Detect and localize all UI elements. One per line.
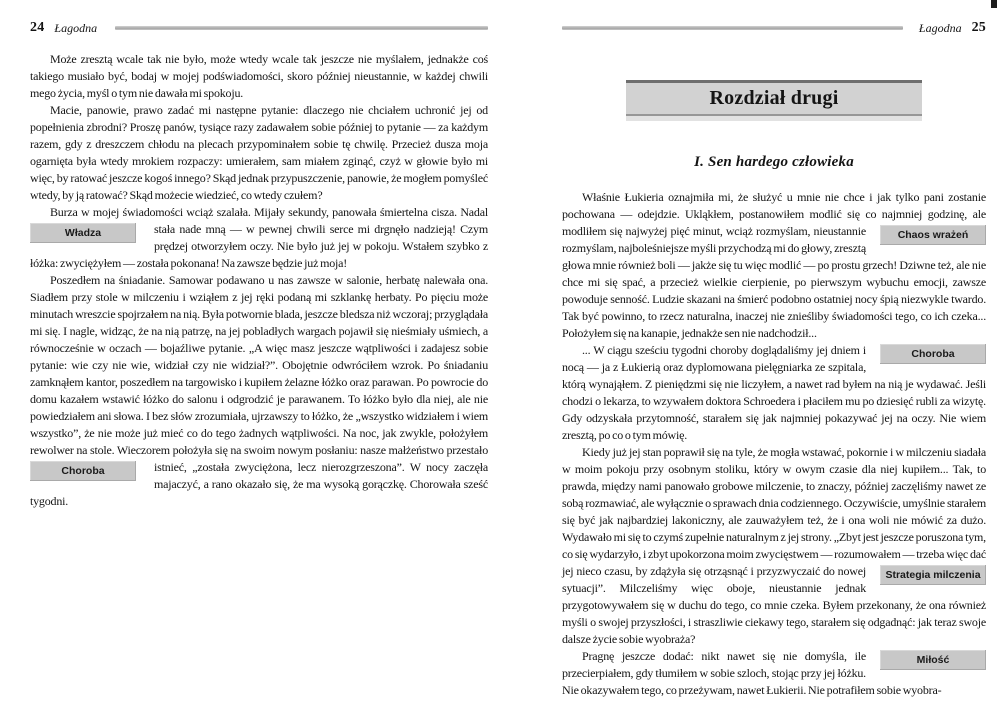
margin-label-milosc: Miłość: [880, 650, 986, 670]
page-number-24: 24: [30, 20, 45, 35]
margin-label-choroba-left: Choroba: [30, 461, 136, 481]
scan-artifact-topright: [991, 0, 997, 8]
paragraph: [562, 189, 986, 342]
page-24-header: [30, 20, 488, 36]
margin-label-chaos-wrazen: Chaos wrażeń: [880, 225, 986, 245]
paragraph-text: nieustannie rozmyślam, najboleśniejsze myśli przychodzą mi do głowy, zresztą głowa mnie również boli — jakże się tu więc modlić — po prostu grzech! Dziwne też, ale nie chce mi się spać, a przecież wielkie cierpienie, po pierwszym wybuchu emocji, zawsze powoduje senność. Ludzie skazani na śmierć podobno ostatniej nocy śpią niezwykle twardo. Tak być powinno, to rzecz naturalna, inaczej nie znieśliby świadomości tego, co ich czeka... Położyłem się na kanapie, jednakże sen nie nadchodził...: [562, 224, 986, 340]
page-number-25: 25: [971, 20, 986, 35]
paragraph: [562, 444, 986, 648]
paragraph: [562, 342, 986, 444]
paragraph-text: Właśnie Łukieria oznajmiła mi, że służyć u mnie nie chce i jak tylko pani zostanie pochowana — odejdzie. Ukląkłem, postanowiłem modlić się co najmniej godzinę, ale modliłem się najwyżej pięć minut, wciąż rozmyślam,: [562, 190, 986, 238]
paragraph: [30, 204, 488, 272]
paragraph-text: otrząsnąć i przyzwyczaić do nowej sytuacji”. Milczeliśmy więc oboje, nieustannie jednak przygotowywałem się w duchu do tego, co mnie czeka. Byłem przekonany, że ona również myśli o swojej przyszłości, i straszliwie ciekawy tego, starałem się odgadnąć: jak teraz swoje dalsze życie sobie wyobraża?: [562, 564, 986, 646]
paragraph-text: prędzej otworzyłem oczy. Nie było już jej w pokoju. Wstałem szybko z łóżka: zwyciężyłem — została pokonana! Na zawsze będzie już moja!: [30, 239, 488, 270]
paragraph: [30, 51, 488, 102]
paragraph: [562, 648, 986, 699]
paragraph-text: Kiedy już jej stan poprawił się na tyle, że mogła wstawać, pokornie i w milczeniu siadała w moim pokoju przy osobnym stoliku, który w owym czasie dla niej kupiłem... Tak, to prawda, między nami panowało grobowe milczenie, to znaczy, później zaczęliśmy nawet ze sobą rozmawiać, ale wyłącznie o sprawach dnia codziennego. Oczywiście, umyślnie starałem się być jak najbardziej lakoniczny, ale zauważyłem też, że i ona woli nie mówić za dużo. Wydawało mi się to czymś zupełnie naturalnym z jej strony. „Zbyt jest jeszcze poruszona tym, co się wydarzyło, i zbyt upokorzona moim zwycięstwem — rozumowałem — trzeba więc dać jej nieco czasu, by zdążyła się: [562, 445, 987, 578]
page-24-body: [30, 51, 488, 510]
page-25-header: [562, 20, 986, 36]
running-title-right: Łagodna: [918, 20, 962, 35]
paragraph-text: Macie, panowie, prawo zadać mi następne pytanie: dlaczego nie chciałem uchronić jej od popełnienia zbrodni? Proszę panów, tysiące razy zadawałem sobie później to pytanie — za każdym razem, gdy z dreszczem chłodu na plecach przypominałem sobie tę chwilę. Przecież dusza moja ogarnięta była wtedy mrokiem rozpaczy: umierałem, sam miałem zginąć, czyż w głowie było mi więc, by ratować jeszcze kogoś innego? Skąd jednak przypuszczenie, panowie, że mogłem pomyśleć wtedy, by ją ratować? Skąd możecie wiedzieć, co wtedy czułem?: [30, 103, 488, 202]
page-24: [30, 0, 488, 510]
header-rule-left: [115, 26, 488, 30]
chapter-title: Rozdział drugi: [709, 87, 839, 109]
paragraph-text: zwyciężona, lecz nierozgrzeszona”. W nocy zaczęła majaczyć, a rano okazało się, że ma wysoką gorączkę. Chorowała sześć tygodni.: [30, 460, 489, 508]
section-heading: I. Sen hardego człowieka: [694, 154, 854, 170]
paragraph: [30, 272, 488, 510]
margin-label-wladza: Władza: [30, 223, 136, 243]
paragraph-text: Pragnę jeszcze dodać: nikt nawet się nie domyśla, ile przecierpiałem, gdy tłumiłem w sobie szloch, stojąc przy jej łóżku. Nie okazywałem tego, co przeżywam, nawet Łukierii. Nie potrafiłem sobie wyobra-: [562, 649, 942, 697]
page-25-body: [562, 189, 986, 699]
paragraph-text: Burza w mojej świadomości wciąż szalała. Mijały sekundy, panowała śmiertelna cisza. Nadal stała nade mną — w pewnej chwili serce mi drgnęło nadzieją! Czym: [50, 205, 488, 236]
margin-label-strategia-milczenia: Strategia milczenia: [880, 565, 986, 585]
margin-label-choroba-right: Choroba: [880, 344, 986, 364]
paragraph: [30, 102, 488, 204]
paragraph-text: ... W ciągu sześciu tygodni choroby doglądaliśmy jej dniem i nocą — ja z Łukierią oraz dyplomowana pielęgniarka ze szpitala, którą wynająłem. Z pieniędzmi się nie liczyłem, a nawet rad byłem na nią je wydawać. Jeśli chodzi o lekarza, to wzywałem doktora Schroedera i płaciłem mu po dziesięć rubli za wizytę. Gdy odzyskała przytomność, starałem się jak najmniej pokazywać jej na oczy. Nie wiem zresztą, po co o tym mówię.: [562, 343, 986, 442]
paragraph-text: Może zresztą wcale tak nie było, może wtedy wcale tak jeszcze nie myślałem, jednakże coś takiego musiało być, bodaj w mojej podświadomości, skoro później nieustannie, w każdej chwili mego życia, myśl o tym nie dawała mi spokoju.: [30, 52, 488, 100]
chapter-heading-box: [626, 80, 922, 116]
running-title-left: Łagodna: [54, 20, 98, 35]
page-25: [562, 0, 986, 699]
header-rule-right: [562, 26, 903, 30]
paragraph-text: Poszedłem na śniadanie. Samowar podawano u nas zawsze w salonie, herbatę nalewała ona. Siadłem przy stole w milczeniu i wziąłem z jej ręki podaną mi szklankę herbaty. Po pięciu może minutach wreszcie spojrzałem na nią. Była potwornie blada, jeszcze bledsza niż wczoraj; przyglądała mi się. I nagle, widząc, że na nią patrzę, na jej pobladłych wargach pojawił się nieśmiały uśmiech, a równocześnie w oczach — bojaźliwe pytanie. „A więc masz jeszcze wątpliwości i zadajesz sobie pytanie: wie czy nie wie, widział czy nie widział?”. Obojętnie odwróciłem wzrok. Po śniadaniu zamknąłem kantor, poszedłem na targowisko i kupiłem żelazne łóżko oraz parawan. Po powrocie do domu kazałem wstawić łóżko do salonu i odgrodzić je parawanem. To łóżko było dla niej, ale nie powiedziałem ani słowa. I bez słów zrozumiała, ujrzawszy to łóżko, że „wszystko widziałem i wiem wszystko”, że nie może już mieć co do tego żadnych wątpliwości. Na noc, jak zwykle, położyłem rewolwer na stole. Wieczorem położyła się na swoim nowym posłaniu: nasze małżeństwo przestało istnieć, „została: [30, 273, 488, 474]
